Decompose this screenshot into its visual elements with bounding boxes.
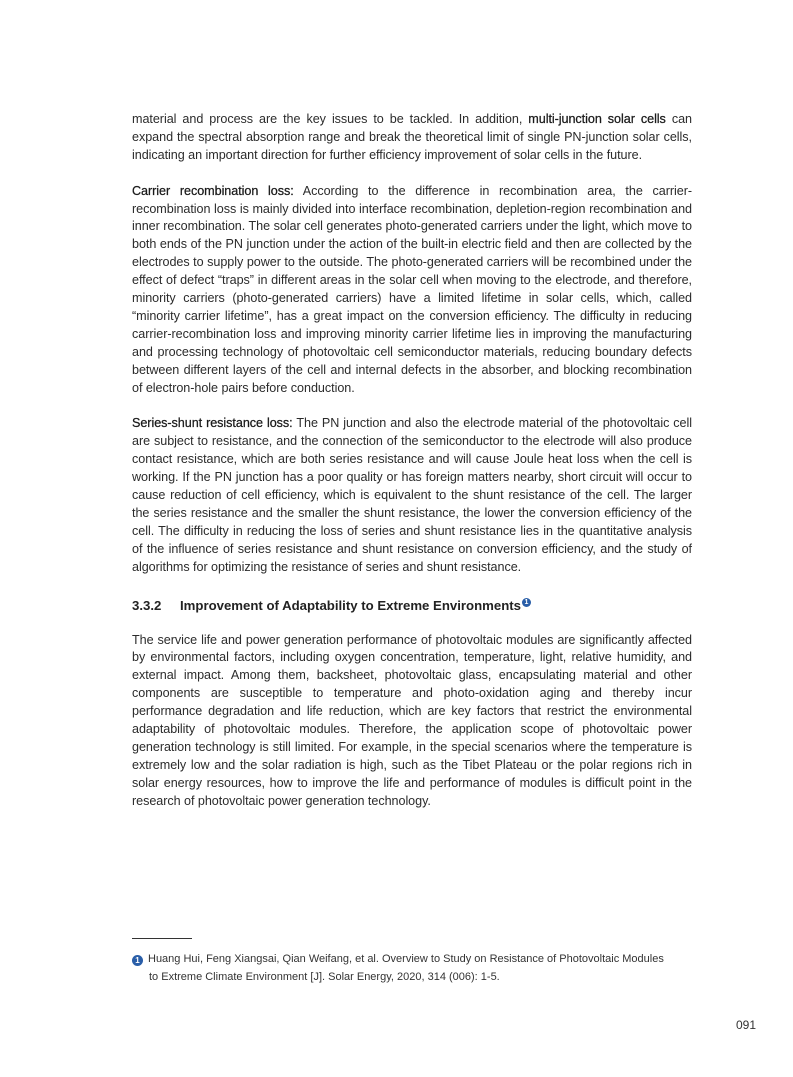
paragraph-text: The PN junction and also the electrode material of the photovoltaic cell are subject to resistance, and the connection of the semiconductor to the electrode will also produce contact resistance, which are both series resistance and will cause Joule heat loss when the cell is working. If the PN junction has a poor quality or has foreign matters nearby, short circuit will occur to cause reduction of cell efficiency, which is equivalent to the shunt resistance of the cell. The larger the series resistance and the smaller the shunt resistance, the lower the conversion efficiency of the cell. The difficulty in reducing the loss of series and shunt resistance lies in the quantitative analysis of the influence of series resistance and shunt resistance on conversion efficiency, and the study of algorithms for optimizing the resistance of series and shunt resistance.	[132, 416, 692, 574]
footnote-reference-icon[interactable]: 1	[522, 598, 531, 607]
section-number: 3.3.2	[132, 597, 162, 613]
section-heading	[132, 597, 692, 615]
footnote	[132, 950, 702, 986]
paragraph-text: The service life and power generation performance of photovoltaic modules are significantly affected by environmental factors, including oxygen concentration, temperature, light, relative humidity, and external impact. Among them, backsheet, photovoltaic glass, encapsulating material and other components are susceptible to temperature and photo-oxidation aging and thereby incur performance degradation and life reduction, which are key factors that restrict the environmental adaptability of photovoltaic modules. Therefore, the application scope of photovoltaic power generation technology is still limited. For example, in the special scenarios where the temperature is extremely low and the solar radiation is high, such as the Tibet Plateau or the polar regions rich in solar energy resources, how to improve the life and performance of modules is difficult point in the research of photovoltaic power generation technology.	[132, 632, 692, 808]
footnote-divider	[132, 938, 192, 939]
page-number: 091	[736, 1018, 757, 1032]
paragraph-text: can expand the spectral absorption range and break the theoretical limit of single PN-junction solar cells, indicating an important direction for further efficiency improvement of solar cells in the future.	[132, 112, 692, 162]
footnote-marker-icon: 1	[132, 955, 143, 966]
paragraph-lead-term: Carrier recombination loss:	[132, 183, 294, 198]
footnote-text-line2: to Extreme Climate Environment [J]. Solar Energy, 2020, 314 (006): 1-5.	[149, 971, 500, 983]
paragraph-lead-term: Series-shunt resistance loss:	[132, 416, 293, 431]
page-body	[132, 111, 692, 811]
paragraph-text: material and process are the key issues to be tackled. In addition,	[132, 112, 529, 126]
paragraph-series-shunt	[132, 415, 692, 576]
paragraph-adaptability	[132, 632, 692, 811]
section-title: Improvement of Adaptability to Extreme Environments	[180, 597, 521, 613]
footnote-text-line1: Huang Hui, Feng Xiangsai, Qian Weifang, et al. Overview to Study on Resistance of Photovoltaic Modules	[148, 953, 664, 965]
paragraph-carrier-recombination	[132, 183, 692, 398]
emphasis-term: multi-junction solar cells	[528, 112, 666, 126]
paragraph-text: According to the difference in recombination area, the carrier-recombination loss is mainly divided into interface recombination, depletion-region recombination and inner recombination. The solar cell generates photo-generated carriers under the light, which move to both ends of the PN junction under the action of the built-in electric field and then are collected by the electrodes to supply power to the outside. The photo-generated carriers will be recombined under the effect of defect “traps” in different areas in the solar cell when moving to the electrode, and therefore, minority carriers (photo-generated carriers) have a limited lifetime in solar cells, which, called “minority carrier lifetime”, has a great impact on the conversion efficiency. The difficulty in reducing carrier-recombination loss and improving minority carrier lifetime lies in improving the manufacturing and processing technology of photovoltaic cell semiconductor materials, reducing boundary defects between different layers of the cell and internal defects in the absorber, and blocking recombination of electron-hole pairs before conduction.	[132, 183, 692, 395]
paragraph-multi-junction	[132, 111, 692, 165]
